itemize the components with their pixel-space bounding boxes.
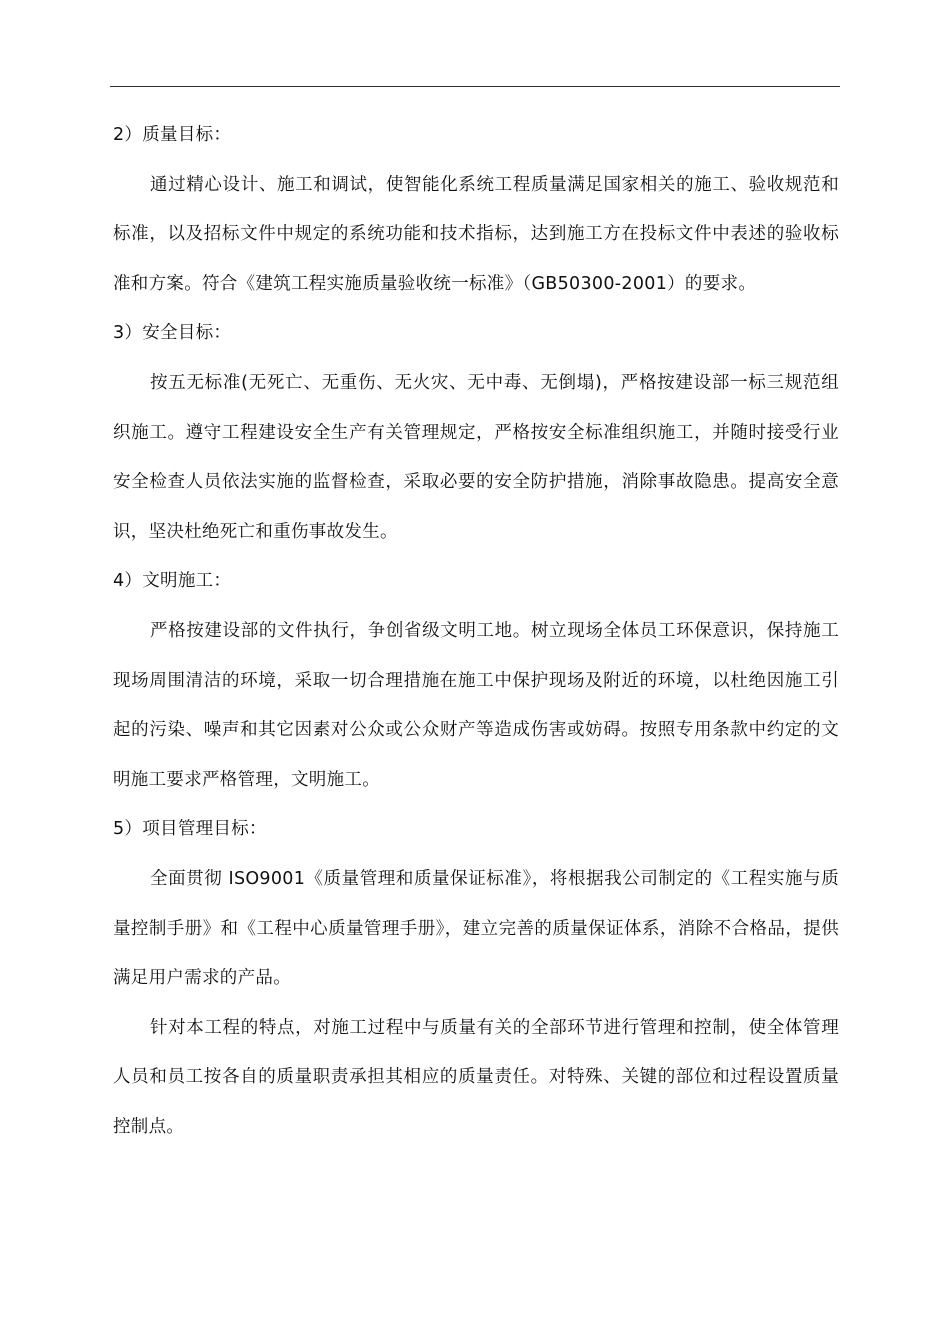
section-paragraph: 针对本工程的特点，对施工过程中与质量有关的全部环节进行管理和控制，使全体管理人员和员工按各自的质量职责承担其相应的质量责任。对特殊、关键的部位和过程设置质量控制点。 (113, 1017, 839, 1137)
header-rule (110, 86, 840, 87)
section-paragraph: 严格按建设部的文件执行，争创省级文明工地。树立现场全体员工环保意识，保持施工现场周围清洁的环境，采取一切合理措施在施工中保护现场及附近的环境，以杜绝因施工引起的污染、噪声和其它因素对公众或公众财产等造成伤害或妨碍。按照专用条款中约定的文明施工要求严格管理，文明施工。 (113, 620, 839, 790)
section-paragraph: 全面贯彻 ISO9001《质量管理和质量保证标准》，将根据我公司制定的《工程实施与质量控制手册》和《工程中心质量管理手册》，建立完善的质量保证体系，消除不合格品，提供满足用户需求的产品。 (113, 868, 839, 989)
section-paragraph: 按五无标准(无死亡、无重伤、无火灾、无中毒、无倒塌)，严格按建设部一标三规范组织施工。遵守工程建设安全生产有关管理规定，严格按安全标准组织施工，并随时接受行业安全检查人员依法实施的监督检查，采取必要的安全防护措施，消除事故隐患。提高安全意识，坚决杜绝死亡和重伤事故发生。 (113, 372, 839, 542)
section-heading-civilized-construction: 4）文明施工： (113, 571, 232, 592)
section-heading-safety: 3）安全目标： (113, 323, 232, 344)
section-heading-quality: 2）质量目标： (113, 125, 232, 145)
document-body (113, 111, 839, 1152)
section-paragraph: 通过精心设计、施工和调试，使智能化系统工程质量满足国家相关的施工、验收规范和标准，以及招标文件中规定的系统功能和技术指标，达到施工方在投标文件中表述的验收标准和方案。符合《建筑工程实施质量验收统一标准》（GB50300-2001）的要求。 (113, 174, 839, 294)
section-heading-project-management: 5）项目管理目标： (113, 819, 267, 840)
